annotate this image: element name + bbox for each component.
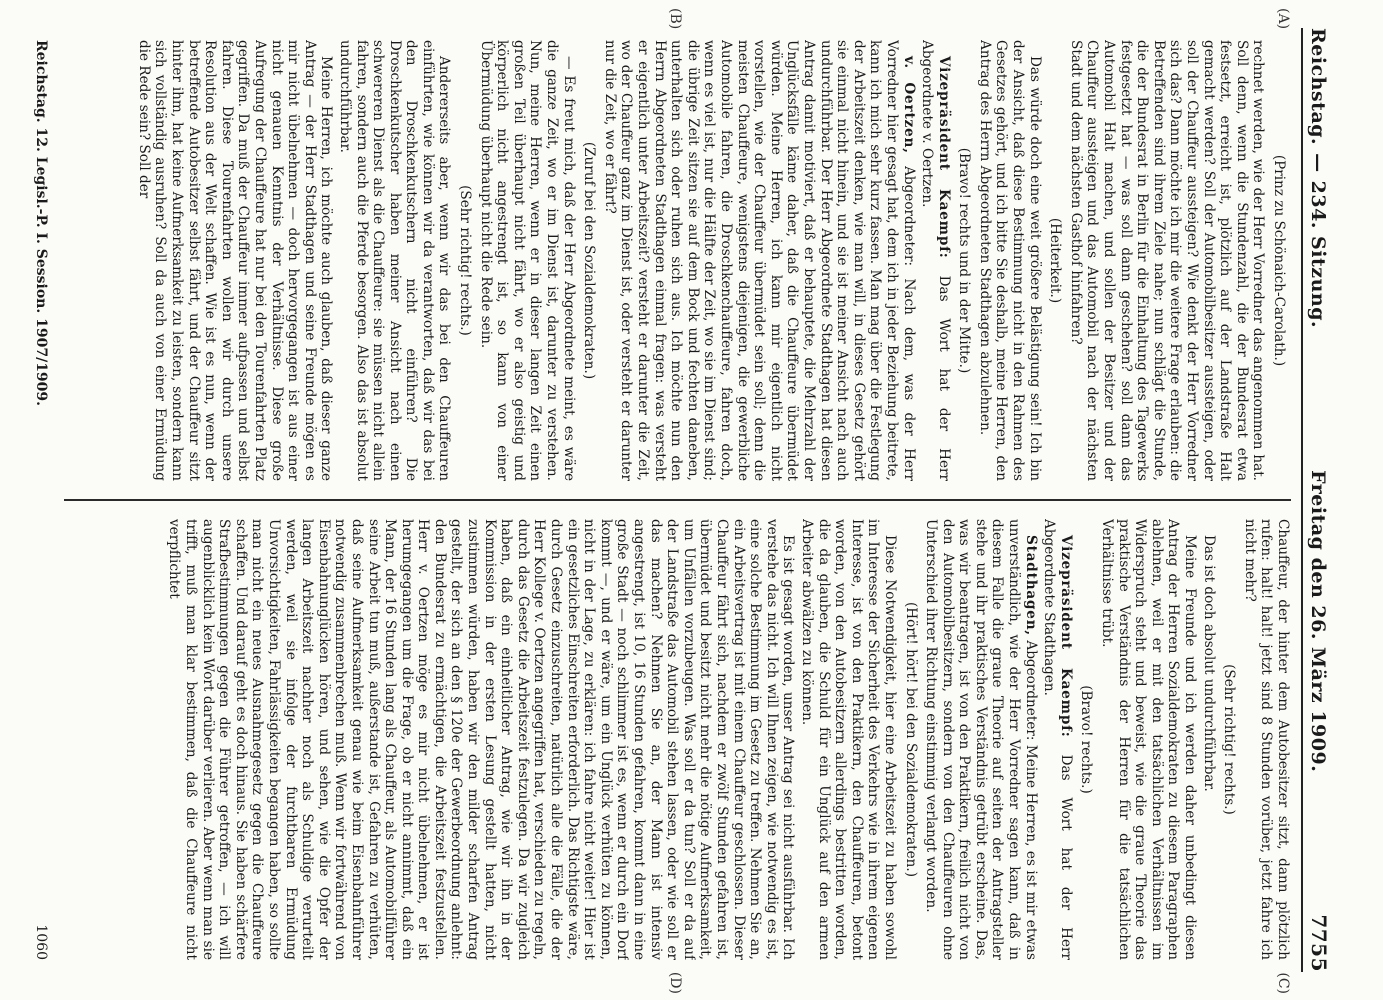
speaker-paragraph — [601, 40, 916, 481]
interjection: (Heiterkeit.) — [1047, 217, 1064, 304]
speaker-paragraph — [1041, 519, 1074, 960]
margin-marker-b: (B) — [667, 8, 683, 30]
speaker-name: v. Oertzen, — [900, 56, 917, 154]
paragraph: — Es freut mich, daß der Herr Abgeordnete meint, es wäre die ganze Zeit, wo er im Dienst ist, darunter zu verstehen. Nun, meine Herren, wenn er in dieser langen Zeit einen großen Teil überhaupt nicht fährt, wo er also geistig und körperlich nicht angestrengt ist, so kann von einer Übermüdung überhaupt nicht die Rede sein. — [477, 40, 577, 481]
interjection: (Bravo! rechts.) — [1078, 685, 1095, 794]
speaker-name: Vizepräsident Kaempf: — [935, 56, 952, 259]
speech-text: Abgeordneter: Nach dem, was der Herr Vorredner hier gesagt hat, dem ich in jeder Beziehung beitrete, kann ich mich sehr kurz fassen. Man mag über die Festlegung der Arbeitszeit denken, wie man will, in dieses Gesetz gehört sie einmal nicht hinein, und sie ist meiner Ansicht nach auch undurchführbar. Der Herr Abgeordnete Stadthagen hat diesen Antrag damit motiviert, daß er behauptete, die Mehrzahl der Unglücksfälle käme daher, daß die Chauffeure übermüdet würden. Meine Herren, ich kann mir eigentlich nicht vorstellen, wie der Chauffeur übermüdet sein soll; denn die meisten Chauffeure, wenigstens diejenigen, die gewerbliche Automobile fahren, die Droschkenchauffeure, fahren doch, wenn es viel ist, nur die Hälfte der Zeit, wo sie im Dienst sind; die übrige Zeit sitzen sie auf dem Bock und fechten daneben, unterhalten sich oder ruhen sich aus. Ich möchte nun den Herrn Abgeordneten Stadthagen einmal fragen: was versteht er eigentlich unter Arbeitszeit? versteht er darunter die Zeit, wo der Chauffeur ganz im Dienst ist, oder versteht er darunter nur die Zeit, wo er fährt? — [601, 40, 917, 481]
interjection: (Sehr richtig! rechts.) — [457, 185, 474, 336]
interjection: (Zuruf bei den Sozialdemokraten.) — [581, 141, 598, 380]
text-columns — [64, 40, 1291, 960]
paragraph: rechnet werden, wie der Herr Vorredner das angenommen hat. Soll denn, wenn die Stundenzahl, die der Bundesrat etwa festsetzt, erreicht ist, plötzlich auf der Landstraße Halt gemacht werden? Soll der Automobilbesitzer aussteigen, oder soll der Chauffeur aussteigen? Wie denkt der Herr Vorredner sich das? Dann möchte ich mir die weitere Frage erlauben: die Betreffenden sind ihrem Ziele nahe; nun schlägt die Stunde, die der Bundesrat in Berlin für die Einhaltung des Tagewerks festgesetzt hat — was soll dann geschehen? soll dann das Automobil Halt machen, und sollen der Besitzer und der Chauffeur aussteigen und das Automobil nach der nächsten Stadt und dem nächsten Gasthof hinfahren? — [1067, 40, 1267, 481]
interjection: (Sehr richtig! rechts.) — [1221, 664, 1238, 815]
page-header — [1301, 28, 1347, 972]
column-left — [64, 40, 1291, 481]
speech-text: Das Wort hat der Herr Abgeordnete Stadthagen. — [1041, 519, 1074, 960]
speaker-continuation: (Prinz zu Schönaich-Carolath.) — [1271, 154, 1287, 367]
paragraph: Meine Herren, ich möchte auch glauben, daß dieser ganze Antrag — der Herr Stadthagen und seine Freunde mögen es mir nicht übelnehmen — doch hervorgegangen ist aus einer nicht genauen Kenntnis der Verhältnisse. Diese große Aufregung der Chauffeure hat nur bei den Tourenfahrten Platz gegriffen. Da muß der Chauffeur immer aufpassen und selbst fahren. Diese Tourenfahrten wollen wir durch unsere Resolution aus der Welt schaffen. Wie ist es nun, wenn der betreffende Autobesitzer selbst fährt, und der Chauffeur sitzt hinter ihm, hat keine Aufmerksamkeit zu leisten, sondern kann sich vollständig ausruhen? Soll da auch von einer Ermüdung die Rede sein? Soll der — [135, 40, 335, 481]
margin-marker-c: (C) — [1275, 972, 1291, 994]
speech-text: Das Wort hat der Herr Abgeordnete v. Oertzen. — [919, 40, 952, 481]
speech-text: Abgeordneter: Meine Herren, es ist mir etwas unverständlich, wie der Herr Vorredner sagen kann, daß in diesem Falle die graue Theorie auf seiten der Antragsteller stehe und ihr praktisches Verständnis getrübt erscheine. Das, was wir beantragen, ist von den Praktikern, freilich nicht von den Automobilbesitzern, sondern von den Chauffeuren ohne Unterschied ihrer Richtung einstimmig verlangt worden. — [923, 519, 1039, 960]
speaker-paragraph — [923, 519, 1039, 960]
paragraph: Andererseits aber, wenn wir das bei den Chauffeuren einführten, wie können wir da verantworten, daß wir das bei den Droschkenkutschern nicht einführen? Die Droschkenkutscher haben meiner Ansicht nach einen schwereren Dienst als die Chauffeure: sie müssen nicht allein fahren, sondern auch die Pferde besorgen. Also das ist absolut undurchführbar. — [336, 40, 453, 481]
column-divider — [64, 499, 1291, 501]
speaker-name: Vizepräsident Kaempf: — [1057, 535, 1074, 738]
footer-page-number: 1060 — [33, 924, 49, 960]
paragraph: Diese Notwendigkeit, hier eine Arbeitszeit zu haben sowohl im Interesse der Sicherheit des Verkehrs wie in ihrem eigenen Interesse, ist von den Praktikern, den Chauffeuren, betont worden, von den Autobesitzern allerdings bestritten worden, die da glauben, die Schuld für ein Unglück auf den armen Arbeiter abwälzen zu können. — [798, 519, 898, 960]
header-date: Freitag den 26. März 1909. — [1307, 470, 1329, 773]
header-dash: — — [1307, 153, 1329, 173]
paragraph: Meine Freunde und ich werden daher unbedingt diesen Antrag der Herren Sozialdemokraten zu diesem Paragraphen ablehnen, weil er mit den tatsächlichen Verhältnissen im Widerspruch steht und beweist, wie die graue Theorie das praktische Verständnis der Herren für die tatsächlichen Verhältnisse trübt. — [1099, 519, 1199, 960]
footer-publication: Reichstag. 12. Legisl.-P. I. Session. 1907/1909. — [33, 40, 49, 407]
paragraph: Chauffeur, der hinter dem Autobesitzer sitzt, dann plötzlich rufen: halt! halt! jetzt sind 8 Stunden vorüber, jetzt fahre ich nicht mehr? — [1241, 519, 1291, 960]
header-page-number: 7755 — [1307, 914, 1331, 972]
paragraph: Das würde doch eine weit größere Belästigung sein! Ich bin der Ansicht, daß diese Bestimmung nicht in den Rahmen des Gesetzes gehört, und ich bitte Sie deshalb, meine Herren, den Antrag des Herrn Abgeordneten Stadthagen abzulehnen. — [976, 40, 1043, 481]
column-right — [64, 519, 1291, 960]
header-session: 234. Sitzung. — [1307, 180, 1329, 329]
interjection: (Hört! hört! bei den Sozialdemokraten.) — [902, 601, 919, 877]
interjection: (Bravo! rechts und in der Mitte.) — [956, 147, 973, 374]
paragraph: Es ist gesagt worden, unser Antrag sei nicht ausführbar. Ich verstehe das nicht. Ich will Ihnen zeigen, wie notwendig es ist, eine solche Bestimmung im Gesetz zu treffen. Nehmen Sie an, ein Arbeitsvertrag ist mit einem Chauffeur geschlossen. Dieser Chauffeur fährt sich, nachdem er zwölf Stunden gefahren ist, übermüdet und besitzt nicht mehr die nötige Aufmerksamkeit, um Unfällen vorzubeugen. Was soll er da tun? Soll er da auf der Landstraße das Automobil stehen lassen, oder wie soll er das machen? Nehmen Sie an, der Mann ist intensiv angestrengt, ist 10, 16 Stunden gefahren, kommt dann in eine große Stadt — noch schlimmer ist es, wenn er durch ein Dorf kommt —, und er wäre, um ein Unglück verhüten zu können, nicht in der Lage, zu erklären: ich fahre nicht weiter! Hier ist ein gesetzliches Einschreiten erforderlich. Das Richtigste wäre, durch Gesetz einzuschreiten, natürlich alle die Fälle, die der Herr Kollege v. Oertzen angegriffen hat, verschieden zu regeln, durch das Gesetz die Arbeitszeit festzulegen. Da wir zugleich haben, daß ein einheitlicher Antrag, wie wir ihn in der Kommission in der ersten Lesung gestellt hatten, nicht zustimmen würden, haben wir den milder scharfen Antrag gestellt, der sich an den § 120e der Gewerbeordnung anlehnt: den Bundesrat zu ermächtigen, die Arbeitszeit festzustellen. Herr v. Oertzen möge es mir nicht übelnehmen, er ist herumgegangen um die Frage, ob er nicht annimmt, daß ein Mann, der 16 Stunden lang als Chauffeur, als Automobilführer seine Arbeit tun muß, außerstande ist, Gefahren zu verhüten, daß seine Aufmerksamkeit genau wie beim Eisenbahnführer notwendig zusammenbrechen muß. Wenn wir fortwährend von Eisenbahnunglücken hören, und sehen, wie die Opfer der langen Arbeitszeit nachher noch als Schuldige verurteilt werden, weil sie infolge der furchtbaren Ermüdung Unvorsichtigkeiten, Fahrlässigkeiten begangen haben, so sollte man nicht ein neues Ausnahmegesetz gegen die Chauffeure schaffen. Und darauf geht es doch hinaus. Sie haben schärfere Strafbestimmungen gegen die Führer getroffen, — ich will augenblicklich kein Wort darüber verlieren. Aber wenn man sie trifft, muß man klar bestimmen, daß die Chauffeure nicht verpflichtet — [166, 519, 797, 960]
speaker-name: Stadthagen, — [1022, 535, 1039, 636]
margin-marker-a: (A) — [1275, 8, 1291, 30]
speaker-paragraph — [919, 40, 952, 481]
margin-marker-d: (D) — [667, 971, 683, 994]
header-reichstag: Reichstag. — [1307, 28, 1329, 146]
page-footer — [30, 40, 52, 960]
paragraph: Das ist doch absolut undurchführbar. — [1200, 535, 1217, 792]
